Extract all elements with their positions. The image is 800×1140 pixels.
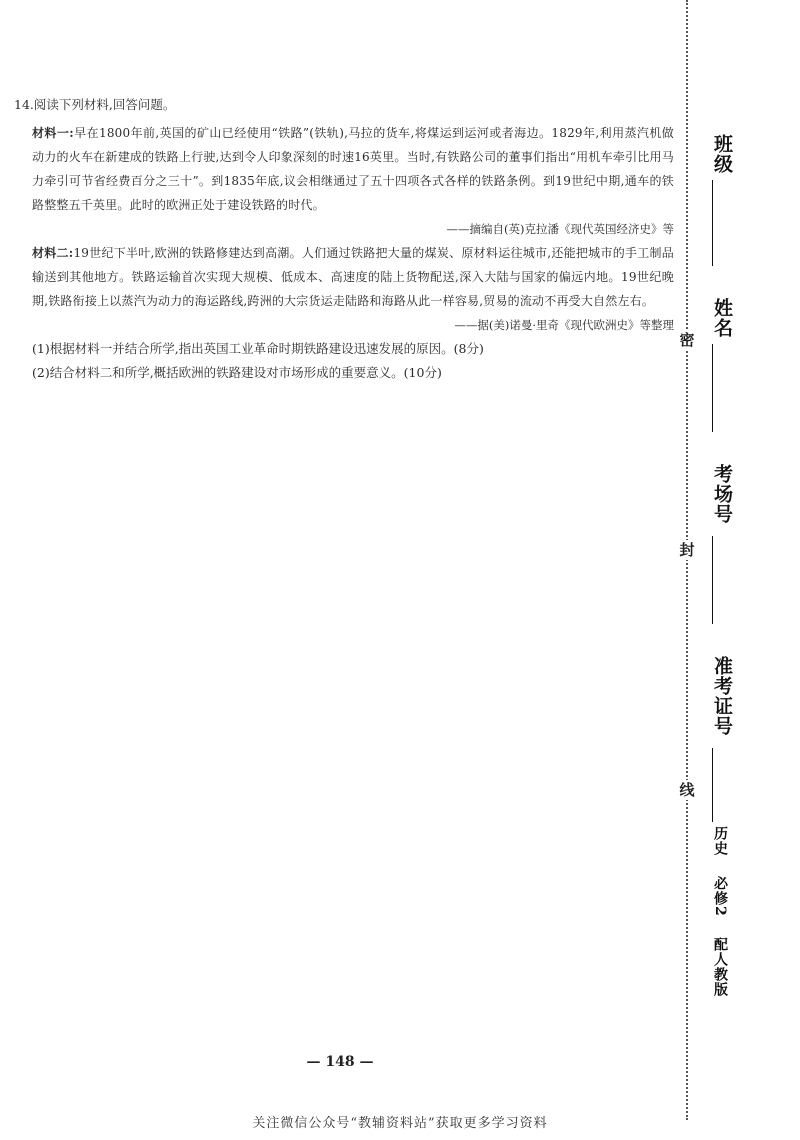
volume-label: 必修2 [712,875,728,917]
seal-mark-xian: 线 [679,781,695,799]
name-field-label: 姓名 [711,298,733,338]
ticket-number-field-label: 准考证号 [711,656,733,736]
class-field-line[interactable] [712,180,713,266]
material-one-label: 材料一: [32,126,74,140]
material-one-source: ——摘编自(英)克拉潘《现代英国经济史》等 [446,222,674,236]
material-one [32,121,674,217]
exam-room-field-label: 考场号 [711,464,733,524]
sub-question-1: (1)根据材料一并结合所学,指出英国工业革命时期铁路建设迅速发展的原因。(8分) [32,341,484,356]
material-two-text: 19世纪下半叶,欧洲的铁路修建达到高潮。人们通过铁路把大量的煤炭、原材料运往城市,还能把城市的手工制品输送到其他地方。铁路运输首次实现大规模、低成本、高速度的陆上货物配送,深入大陆与国家的偏远内地。19世纪晚期,铁路衔接上以蒸汽为动力的海运路线,跨洲的大宗货运走陆路和海路从此一样容易,贸易的流动不再受大自然左右。 [32,246,675,308]
edition-label: 配人教版 [712,936,728,997]
ticket-number-field-line[interactable] [712,748,713,822]
binding-dotted-line [686,0,688,1120]
name-field-line[interactable] [712,344,713,432]
question-block [14,96,674,385]
exam-room-field-line[interactable] [712,536,713,624]
question-title: 14.阅读下列材料,回答问题。 [14,97,176,112]
material-two-label: 材料二: [32,246,74,260]
footer-note: 关注微信公众号“教辅资料站”获取更多学习资料 [252,1116,548,1131]
sub-question-2: (2)结合材料二和所学,概括欧洲的铁路建设对市场形成的重要意义。(10分) [32,365,442,380]
material-two [32,241,674,313]
material-two-source: ——据(美)诺曼·里奇《现代欧洲史》等整理 [454,318,674,332]
page-number: — 148 — [306,1054,374,1070]
material-one-text: 早在1800年前,英国的矿山已经使用“铁路”(铁轨),马拉的货车,将煤运到运河或者海边。1829年,利用蒸汽机做动力的火车在新建成的铁路上行驶,达到令人印象深刻的时速16英里。当时,有铁路公司的董事们指出“用机车牵引比用马力牵引可节省经费百分之三十”。到1835年底,议会相继通过了五十四项各式各样的铁路条例。到19世纪中期,通车的铁路整整五千英里。此时的欧洲正处于建设铁路的时代。 [32,126,674,212]
class-field-label: 班级 [711,134,733,174]
subject-label: 历史 [712,826,728,856]
seal-mark-mi: 密 [679,331,695,349]
book-info [706,826,730,1011]
seal-mark-feng: 封 [679,541,695,559]
